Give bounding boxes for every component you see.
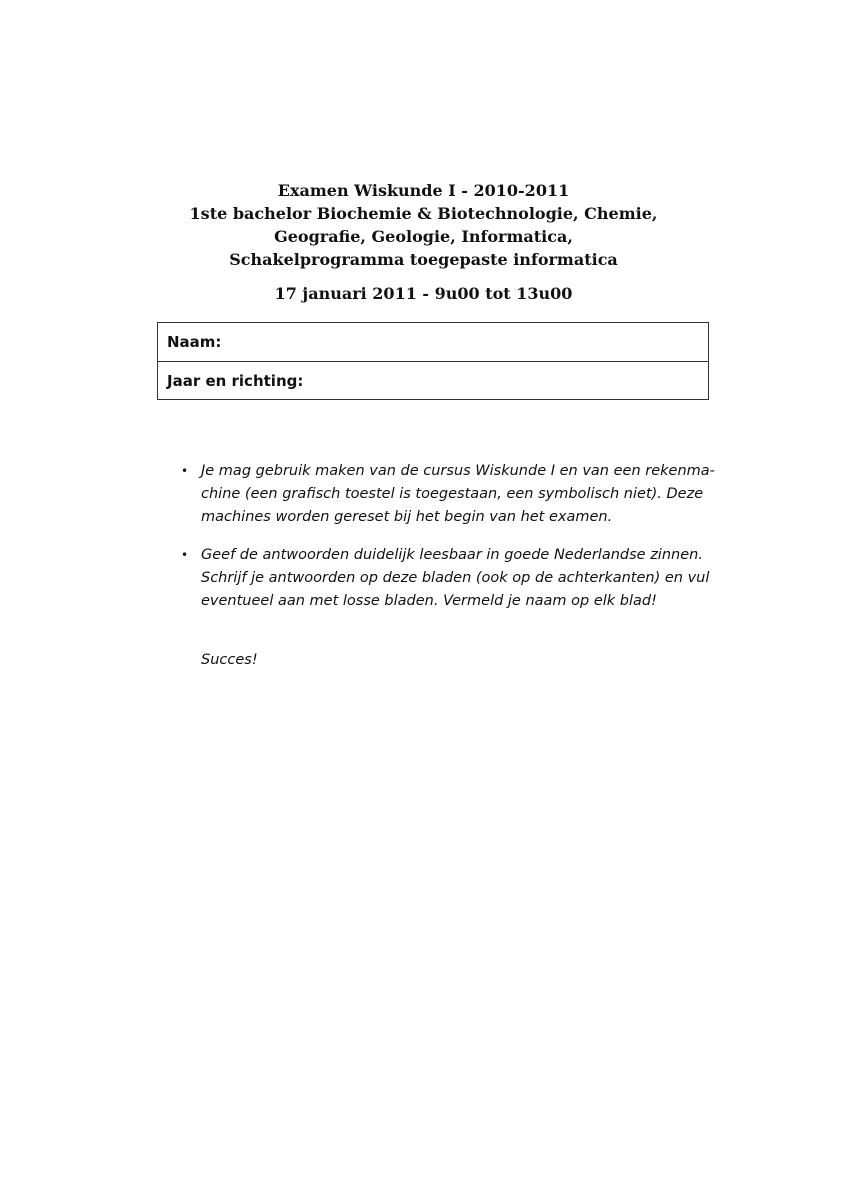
exam-title: Examen Wiskunde I - 2010-2011 — [277, 181, 570, 200]
year-program-field[interactable] — [158, 362, 708, 401]
closing-message: Succes! — [201, 652, 258, 668]
exam-date: 17 januari 2011 - 9u00 tot 13u00 — [274, 284, 573, 303]
instruction-item — [181, 460, 721, 529]
student-info-box — [157, 322, 709, 400]
bullet-icon: • — [181, 464, 189, 478]
instruction-line: eventueel aan met losse bladen. Vermeld je naam op elk blad! — [201, 593, 657, 609]
instruction-line: Je mag gebruik maken van de cursus Wiskunde I en van een rekenma- — [201, 463, 715, 479]
name-label: Naam: — [167, 333, 222, 351]
instruction-line: Geef de antwoorden duidelijk leesbaar in goede Nederlandse zinnen. — [201, 547, 703, 563]
instructions-list — [181, 460, 721, 628]
instruction-line: Schrijf je antwoorden op deze bladen (ook op de achterkanten) en vul — [201, 570, 710, 586]
instruction-line: machines worden gereset bij het begin van het examen. — [201, 509, 613, 525]
programs-line-1: 1ste bachelor Biochemie & Biotechnologie, Chemie, — [189, 204, 658, 223]
programs-line-3: Schakelprogramma toegepaste informatica — [229, 250, 618, 269]
exam-header — [0, 179, 847, 271]
programs-line-2: Geografie, Geologie, Informatica, — [274, 227, 573, 246]
name-field[interactable] — [158, 323, 708, 362]
bullet-icon: • — [181, 548, 189, 562]
year-program-label: Jaar en richting: — [167, 372, 304, 390]
instruction-line: chine (een grafisch toestel is toegestaan, een symbolisch niet). Deze — [201, 486, 704, 502]
instruction-item — [181, 544, 721, 613]
